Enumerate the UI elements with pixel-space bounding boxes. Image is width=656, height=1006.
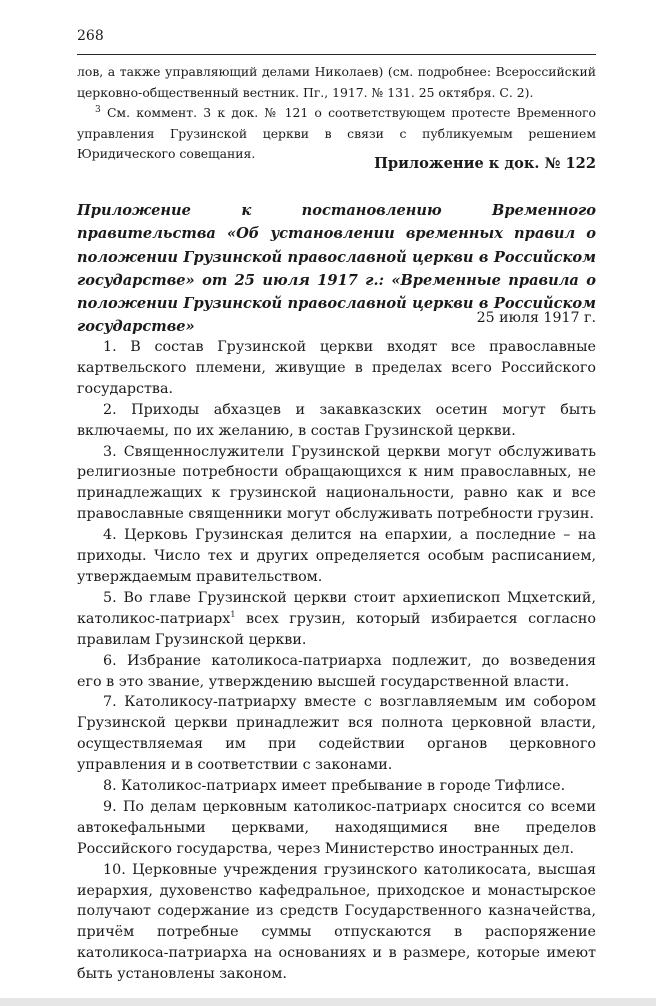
footnotes [77,62,596,165]
rule-paragraph: 7. Католикосу-патриарху вместе с возглавляемым им собором Грузинской церкви принадлежит вся полнота церковной власти, осуществляемая им при содействии органов церковного управления и в соответствии с законами. [77,694,596,774]
document-heading: Приложение к постановлению Временного правительства «Об установлении временных правил о положении Грузинской православной церкви в Российском государстве» от 25 июля 1917 г.: «Временные правила о положении Грузинской православной церкви в Российском государстве» [77,202,596,336]
page-bottom-edge [0,998,656,1006]
rule-paragraph [77,588,596,651]
footnote-number: 3 [95,104,101,115]
page-number: 268 [77,28,104,44]
rule-paragraph: 2. Приходы абхазцев и закавказских осетин могут быть включаемы, по их желанию, в состав Грузинской церкви. [77,401,596,439]
rule-paragraph: 3. Священнослужители Грузинской церкви могут обслуживать религиозные потребности обращающихся к ним православных, не принадлежащих к грузинской национальности, равно как и все православные священники могут обслуживать потребности грузин. [77,443,596,523]
footnote-text: См. коммент. 3 к док. № 121 о соответствующем протесте Временного управления Грузинской церкви в связи с публикуемым решением Юридического совещания. [77,105,596,161]
rule-paragraph: 8. Католикос-патриарх имеет пребывание в городе Тифлисе. [103,778,566,795]
rule-paragraph: 9. По делам церковным католикос-патриарх сносится со всеми автокефальными церквами, находящимися вне пределов Российского государства, через Министерство иностранных дел. [77,798,596,857]
rules-body [77,337,596,985]
footnote-ref: 1 [230,610,236,620]
rule-paragraph: 6. Избрание католикоса-патриарха подлежит, до возведения его в это звание, утверждению высшей государственной власти. [77,652,596,690]
rule-paragraph: 4. Церковь Грузинская делится на епархии, а последние – на приходы. Число тех и других определяется особым расписанием, утверждаемым правительством. [77,527,596,585]
rule-paragraph: 10. Церковные учреждения грузинского католикосата, высшая иерархия, духовенство кафедральное, приходское и монастырское получают содержание из средств Государственного казначейства, причём потребные суммы отпускаются в распоряжение католикоса-патриарха на основаниях и в размере, которые имеют быть установлены законом. [77,861,596,983]
footnote-continuation: лов, а также управляющий делами Николаев) (см. подробнее: Всероссийский церковно-общественный вестник. Пг., 1917. № 131. 25 октября. С. 2). [77,64,596,100]
rule-paragraph: 1. В состав Грузинской церкви входят все православные картвельского племени, живущие в пределах всего Российского государства. [77,339,596,397]
rule-text: всех грузин, который избирается согласно правилам Грузинской церкви. [77,610,596,648]
appendix-title: Приложение к док. № 122 [374,155,596,172]
page-header [77,26,596,55]
document-date: 25 июля 1917 г. [476,310,596,326]
rule-text: 5. Во главе Грузинской церкви стоит архиепископ Мцхетский, католикос-патриарх [77,589,596,627]
